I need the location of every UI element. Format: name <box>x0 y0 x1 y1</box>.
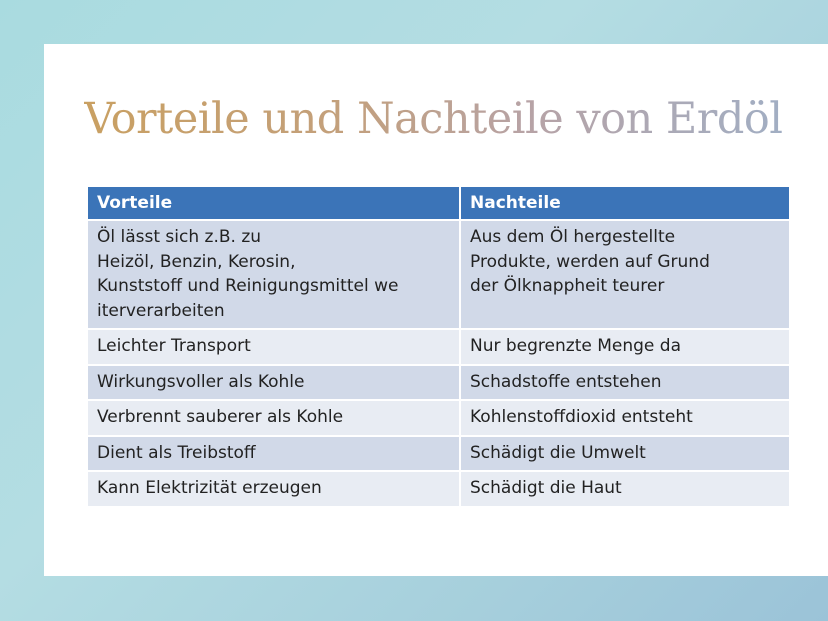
vorteil-cell: Dient als Treibstoff <box>88 436 460 472</box>
table-row <box>88 220 789 329</box>
table-row <box>88 400 789 436</box>
vorteil-cell: Leichter Transport <box>88 329 460 365</box>
slide-card <box>44 44 828 576</box>
table-row <box>88 365 789 401</box>
nachteil-cell: Schädigt die Umwelt <box>460 436 789 472</box>
nachteil-cell: Kohlenstoffdioxid entsteht <box>460 400 789 436</box>
vorteil-cell: Wirkungsvoller als Kohle <box>88 365 460 401</box>
nachteil-cell: Nur begrenzte Menge da <box>460 329 789 365</box>
vorteil-cell: Verbrennt sauberer als Kohle <box>88 400 460 436</box>
vorteil-cell: Öl lässt sich z.B. zu Heizöl, Benzin, Kerosin, Kunststoff und Reinigungsmittel we iterverarbeiten <box>88 220 460 329</box>
vorteil-cell: Kann Elektrizität erzeugen <box>88 471 460 506</box>
nachteil-cell: Schadstoffe entstehen <box>460 365 789 401</box>
table-row <box>88 329 789 365</box>
table-row <box>88 471 789 506</box>
header-vorteile: Vorteile <box>88 187 460 220</box>
comparison-table <box>88 187 789 506</box>
table-header-row <box>88 187 789 220</box>
slide-title: Vorteile und Nachteile von Erdöl <box>84 90 824 148</box>
nachteil-cell: Schädigt die Haut <box>460 471 789 506</box>
header-nachteile: Nachteile <box>460 187 789 220</box>
table-row <box>88 436 789 472</box>
nachteil-cell: Aus dem Öl hergestellte Produkte, werden auf Grund der Ölknappheit teurer <box>460 220 789 329</box>
